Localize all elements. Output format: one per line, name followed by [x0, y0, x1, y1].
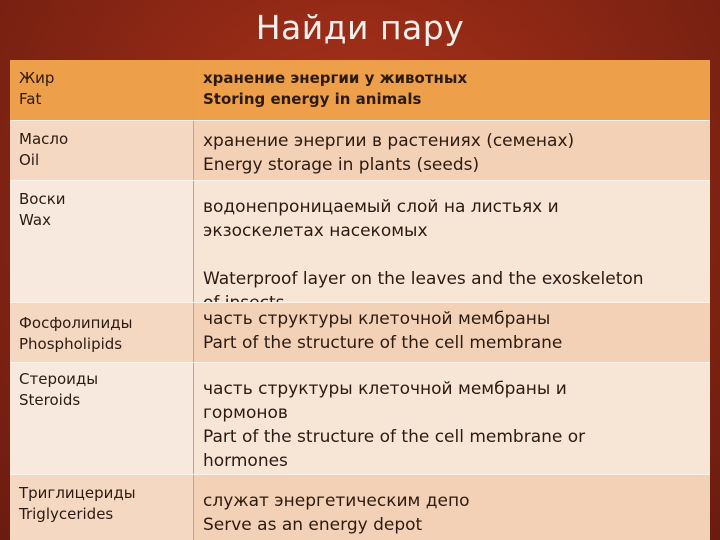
- term-cell: [10, 363, 194, 474]
- term-en: Phospholipids: [19, 335, 123, 353]
- definition-en: Part of the structure of the cell membrane: [203, 333, 563, 353]
- term-cell: [10, 475, 194, 540]
- definition-en: Storing energy in animals: [203, 90, 422, 108]
- definition-cell: [194, 181, 710, 302]
- table-row-oil: [10, 120, 710, 180]
- definition-cell: [194, 121, 710, 180]
- definition-en-1: Part of the structure of the cell membrane or: [203, 427, 586, 447]
- term-ru: Масло: [19, 130, 69, 148]
- definition-en: Serve as an energy depot: [203, 515, 423, 535]
- table-row-triglycerides: [10, 474, 710, 540]
- term-cell: [10, 181, 194, 302]
- definition-ru-2: гормонов: [203, 403, 288, 423]
- term-en: Fat: [19, 90, 42, 108]
- pairs-table: [10, 60, 710, 540]
- definition-ru: хранение энергии в растениях (семенах): [203, 131, 575, 151]
- definition-spacer: [203, 243, 710, 267]
- definition-en-1: Waterproof layer on the leaves and the exoskeleton: [203, 269, 644, 289]
- term-cell: [10, 121, 194, 180]
- definition-cell: [194, 303, 710, 362]
- term-cell: [10, 303, 194, 362]
- table-row-wax: [10, 180, 710, 302]
- term-ru: Стероиды: [19, 370, 99, 388]
- term-en: Steroids: [19, 391, 81, 409]
- definition-en-2: hormones: [203, 451, 288, 471]
- definition-ru-1: часть структуры клеточной мембраны и: [203, 379, 567, 399]
- definition-ru: часть структуры клеточной мембраны: [203, 309, 551, 329]
- definition-ru: служат энергетическим депо: [203, 491, 470, 511]
- term-cell: [10, 60, 194, 120]
- definition-en: Energy storage in plants (seeds): [203, 155, 480, 175]
- term-en: Oil: [19, 151, 40, 169]
- term-ru: Триглицериды: [19, 484, 136, 502]
- definition-cell: [194, 363, 710, 474]
- definition-cell: [194, 475, 710, 540]
- slide-title: Найди пару: [255, 8, 465, 47]
- definition-ru-2: экзоскелетах насекомых: [203, 221, 428, 241]
- table-row-steroids: [10, 362, 710, 474]
- definition-cell: [194, 60, 710, 120]
- term-ru: Воски: [19, 190, 66, 208]
- term-en: Triglycerides: [19, 505, 114, 523]
- table-row-phospholipids: [10, 302, 710, 362]
- table-row-fat: [10, 60, 710, 120]
- definition-ru-1: водонепроницаемый слой на листьях и: [203, 197, 559, 217]
- definition-ru: хранение энергии у животных: [203, 69, 468, 87]
- term-ru: Жир: [19, 69, 55, 87]
- term-ru: Фосфолипиды: [19, 314, 133, 332]
- term-en: Wax: [19, 211, 51, 229]
